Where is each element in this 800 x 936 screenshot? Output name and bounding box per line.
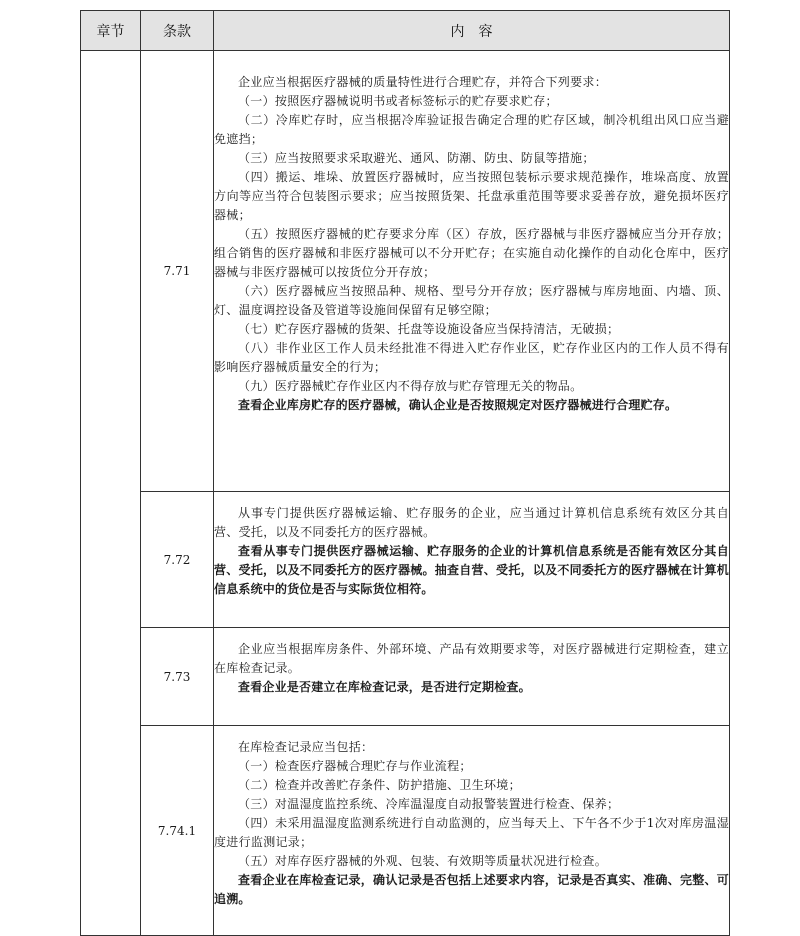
- clause-number: 7.74.1: [141, 726, 214, 936]
- header-clause: 条款: [141, 11, 214, 51]
- chapter-cell: [81, 51, 141, 936]
- inspection-method: 查看企业库房贮存的医疗器械，确认企业是否按照规定对医疗器械进行合理贮存。: [238, 398, 678, 412]
- inspection-method: 查看企业在库检查记录，确认记录是否包括上述要求内容，记录是否真实、准确、完整、可追溯。: [214, 873, 729, 906]
- requirement-item: （四）未采用温湿度监测系统进行自动监测的，应当每天上、下午各不少于1次对库房温湿度进行监测记录；: [214, 816, 729, 849]
- regulation-table: [80, 10, 730, 936]
- requirement-item: （八）非作业区工作人员未经批准不得进入贮存作业区，贮存作业区内的工作人员不得有影响医疗器械质量安全的行为；: [214, 341, 729, 374]
- requirement-item: （一）检查医疗器械合理贮存与作业流程；: [238, 759, 472, 773]
- table-row: [81, 726, 730, 936]
- requirement-text: 企业应当根据库房条件、外部环境、产品有效期要求等，对医疗器械进行定期检查，建立在库检查记录。: [214, 642, 729, 675]
- clause-number: 7.71: [141, 51, 214, 492]
- requirement-item: （二）冷库贮存时，应当根据冷库验证报告确定合理的贮存区域，制冷机组出风口应当避免遮挡；: [214, 113, 729, 146]
- inspection-method: 查看从事专门提供医疗器械运输、贮存服务的企业的计算机信息系统是否能有效区分其自营、受托，以及不同委托方的医疗器械。抽查自营、受托，以及不同委托方的医疗器械在计算机信息系统中的货位是否与实际货位相符。: [214, 544, 729, 596]
- clause-number: 7.73: [141, 628, 214, 726]
- requirement-text: 企业应当根据医疗器械的质量特性进行合理贮存，并符合下列要求：: [238, 75, 608, 89]
- clause-number: 7.72: [141, 492, 214, 628]
- requirement-text: 在库检查记录应当包括：: [238, 740, 374, 754]
- content-cell: [214, 51, 730, 492]
- requirement-item: （六）医疗器械应当按照品种、规格、型号分开存放；医疗器械与库房地面、内墙、顶、灯、温度调控设备及管道等设施间保留有足够空隙；: [214, 284, 729, 317]
- inspection-method: 查看企业是否建立在库检查记录，是否进行定期检查。: [238, 680, 531, 694]
- content-cell: [214, 492, 730, 628]
- table-row: [81, 628, 730, 726]
- requirement-item: （七）贮存医疗器械的货架、托盘等设施设备应当保持清洁，无破损；: [238, 322, 620, 336]
- requirement-item: （九）医疗器械贮存作业区内不得存放与贮存管理无关的物品。: [238, 379, 583, 393]
- requirement-item: （二）检查并改善贮存条件、防护措施、卫生环境；: [238, 778, 521, 792]
- requirement-text: 从事专门提供医疗器械运输、贮存服务的企业，应当通过计算机信息系统有效区分其自营、受托，以及不同委托方的医疗器械。: [214, 506, 729, 539]
- content-cell: [214, 726, 730, 936]
- header-content: 内 容: [214, 11, 730, 51]
- table-row: [81, 51, 730, 492]
- header-chapter: 章节: [81, 11, 141, 51]
- requirement-item: （一）按照医疗器械说明书或者标签标示的贮存要求贮存；: [238, 94, 558, 108]
- requirement-item: （三）应当按照要求采取避光、通风、防潮、防虫、防鼠等措施；: [238, 151, 595, 165]
- table-row: [81, 492, 730, 628]
- requirement-item: （四）搬运、堆垛、放置医疗器械时，应当按照包装标示要求规范操作，堆垛高度、放置方向等应当符合包装图示要求；应当按照货架、托盘承重范围等要求妥善存放，避免损坏医疗器械；: [214, 170, 729, 222]
- requirement-item: （五）对库存医疗器械的外观、包装、有效期等质量状况进行检查。: [238, 854, 608, 868]
- requirement-item: （三）对温湿度监控系统、冷库温湿度自动报警装置进行检查、保养；: [238, 797, 620, 811]
- requirement-item: （五）按照医疗器械的贮存要求分库（区）存放，医疗器械与非医疗器械应当分开存放；组合销售的医疗器械和非医疗器械可以不分开贮存；在实施自动化操作的自动化仓库中，医疗器械与非医疗器械可以按货位分开存放；: [214, 227, 729, 279]
- content-cell: [214, 628, 730, 726]
- table-header-row: [81, 11, 730, 51]
